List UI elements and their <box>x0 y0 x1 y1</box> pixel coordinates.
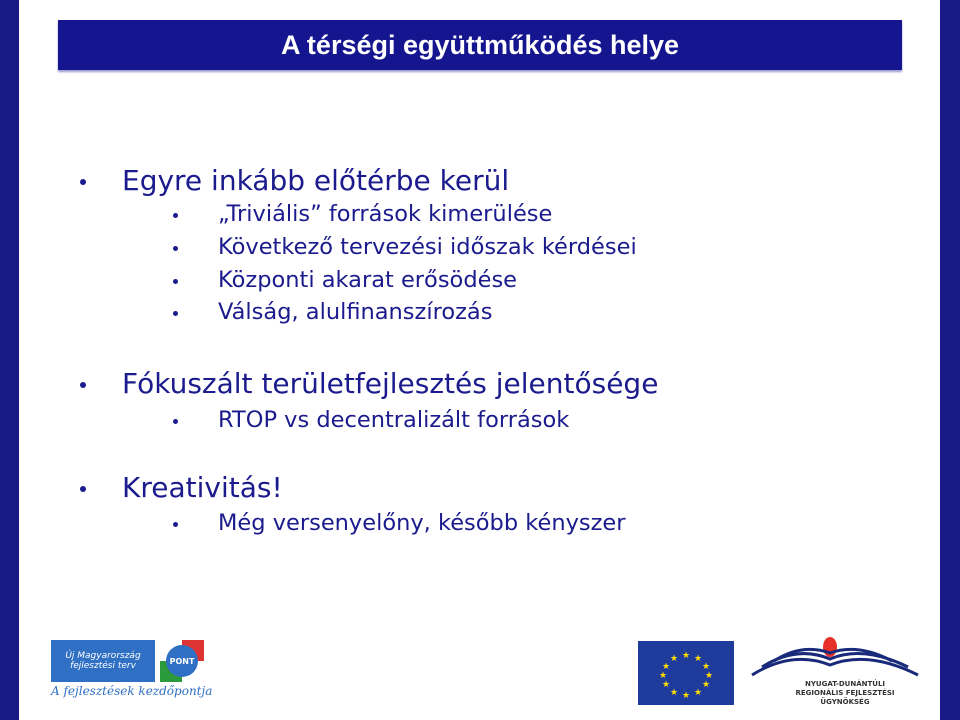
sub-bullet: Következő tervezési időszak kérdései <box>218 234 637 260</box>
sub-bullet: Még versenyelőny, később kényszer <box>218 510 626 536</box>
svg-text:★: ★ <box>681 651 691 661</box>
rfu-line-2: REGIONÁLIS FEJLESZTÉSI ÜGYNÖKSÉG <box>795 689 895 706</box>
eu-flag-logo <box>638 641 734 705</box>
rfu-line-1: NYUGAT-DUNÁNTÚLI <box>804 680 886 688</box>
pont-label: PONT <box>166 645 198 677</box>
svg-text:★: ★ <box>701 662 711 672</box>
bullet-2: Fókuszált területfejlesztés jelentősége <box>122 367 659 400</box>
svg-text:★: ★ <box>681 691 691 701</box>
svg-text:★: ★ <box>693 654 703 664</box>
rfu-text <box>770 680 920 707</box>
sub-bullet: RTOP vs decentralizált források <box>218 407 570 433</box>
sub-bullet: Központi akarat erősödése <box>218 267 518 293</box>
svg-text:★: ★ <box>661 662 671 672</box>
svg-text:★: ★ <box>669 654 679 664</box>
rfu-logo <box>742 635 932 680</box>
svg-text:★: ★ <box>701 680 711 690</box>
left-border <box>0 0 19 720</box>
bullet-3: Kreativitás! <box>122 471 283 504</box>
svg-text:★: ★ <box>658 671 668 681</box>
bullet-1: Egyre inkább előtérbe kerül <box>122 164 510 197</box>
right-border <box>940 0 960 720</box>
svg-text:★: ★ <box>693 688 703 698</box>
svg-text:★: ★ <box>669 688 679 698</box>
slide-title: A térségi együttműködés helye <box>58 20 902 70</box>
sub-bullet: „Triviális” források kimerülése <box>218 201 553 227</box>
svg-text:★: ★ <box>704 671 714 681</box>
umft-tagline: A fejlesztések kezdőpontja <box>51 684 213 698</box>
umft-logo: Új Magyarország fejlesztési terv <box>51 640 155 682</box>
pont-logo <box>160 640 204 682</box>
svg-text:★: ★ <box>661 680 671 690</box>
sub-bullet: Válság, alulfinanszírozás <box>218 299 493 325</box>
